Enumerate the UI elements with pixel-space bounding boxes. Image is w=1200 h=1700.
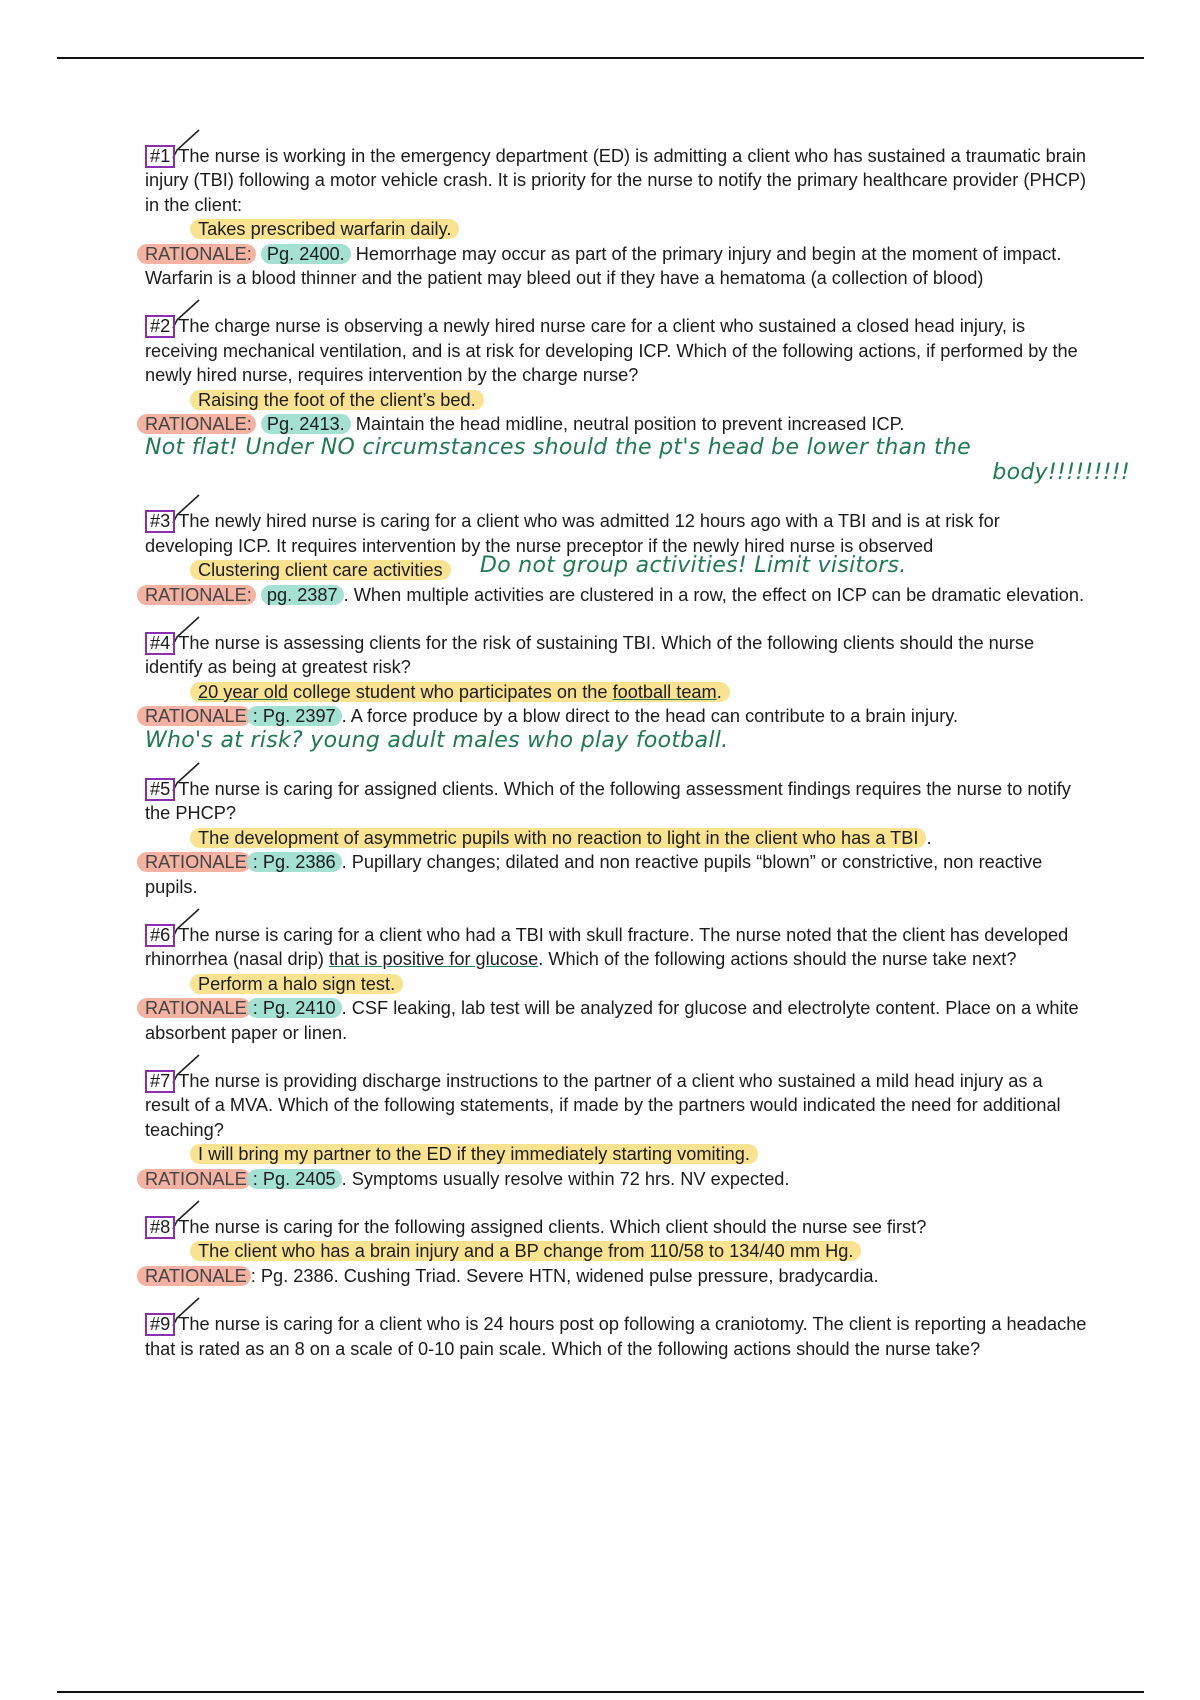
answer-highlight: The client who has a brain injury and a BP change from 110/58 to 134/40 mm Hg. [190, 1241, 861, 1261]
page-reference: Pg. 2400. [261, 244, 351, 264]
answer-text: college student who participates on the [288, 681, 613, 702]
document-body [145, 144, 1130, 1385]
question-number: #1 [145, 145, 175, 168]
question-text: The nurse is caring for the following assigned clients. Which client should the nurse see first? [178, 1217, 927, 1238]
rationale-text: Hemorrhage may occur as part of the primary injury and begin at the moment of impact. Warfarin is a blood thinner and the patient may bleed out if they have a hematoma (a collection of blood) [145, 243, 1062, 289]
answer-underline: football team [612, 681, 717, 702]
answer-tail: . [926, 827, 932, 848]
rationale-text: Maintain the head midline, neutral position to prevent increased ICP. [350, 414, 905, 435]
question-text: The nurse is working in the emergency department (ED) is admitting a client who has sustained a traumatic brain injury (TBI) following a motor vehicle crash. It is priority for the nurse to notify the primary healthcare provider (PHCP) in the client: [145, 146, 1087, 215]
page-reference: : Pg. 2410 [247, 998, 342, 1018]
answer-text: . [716, 681, 722, 702]
rationale-label: RATIONALE [137, 1169, 251, 1189]
question-number: #9 [145, 1313, 175, 1336]
answer-highlight: I will bring my partner to the ED if they immediately starting vomiting. [190, 1144, 758, 1164]
rationale-text: . Symptoms usually resolve within 72 hrs. NV expected. [341, 1168, 790, 1189]
rationale-label: RATIONALE: [137, 414, 256, 434]
question-7 [145, 1069, 1090, 1191]
question-number: #5 [145, 778, 175, 801]
question-text: The nurse is caring for a client who is 24 hours post op following a craniotomy. The client is reporting a headache that is rated as an 8 on a scale of 0-10 pain scale. Which of the following actions should the nurse take? [145, 1314, 1087, 1359]
page-reference: Pg. 2413. [261, 414, 351, 434]
rationale-label: RATIONALE [137, 998, 251, 1018]
page-reference: : Pg. 2386 [247, 852, 342, 872]
top-rule [57, 57, 1144, 59]
page-reference: : Pg. 2405 [247, 1169, 342, 1189]
page-reference: : Pg. 2397 [247, 706, 342, 726]
answer-highlight: Clustering client care activities [190, 560, 451, 580]
question-number: #3 [145, 510, 175, 533]
question-4 [145, 631, 1090, 753]
question-6 [145, 923, 1090, 1045]
question-text: The nurse is caring for a client who had a TBI with skull fracture. The nurse noted that the client has developed rhinorrhea (nasal drip) [145, 924, 1069, 970]
rationale-text: . A force produce by a blow direct to the head can contribute to a brain injury. [341, 706, 959, 727]
rationale-label: RATIONALE: [137, 585, 256, 605]
question-5 [145, 777, 1090, 899]
rationale-text: . Pupillary changes; dilated and non reactive pupils “blown” or constrictive, non reactive pupils. [145, 852, 1043, 897]
answer-highlight: Takes prescribed warfarin daily. [190, 219, 459, 239]
question-3 [145, 509, 1090, 607]
question-text: The charge nurse is observing a newly hired nurse care for a client who sustained a closed head injury, is receiving mechanical ventilation, and is at risk for developing ICP. Which of the following actions, if performed by the newly hired nurse, requires intervention by the charge nurse? [145, 316, 1078, 386]
question-number: #8 [145, 1216, 175, 1239]
handwritten-note: Do not group activities! Limit visitors. [480, 553, 907, 579]
handwritten-note: Not flat! Under NO circumstances should the pt's head be lower than the [145, 435, 971, 461]
question-2 [145, 314, 1130, 485]
question-text: The nurse is providing discharge instructions to the partner of a client who sustained a mild head injury as a result of a MVA. Which of the following statements, if made by the partners would indicated the need for additional teaching? [145, 1071, 1061, 1140]
rationale-label: RATIONALE [137, 706, 251, 726]
question-9 [145, 1312, 1090, 1361]
rationale-label: RATIONALE [137, 852, 251, 872]
answer-underline: 20 year old [198, 681, 288, 702]
question-underline: that is positive for glucose [328, 949, 539, 970]
question-1 [145, 144, 1090, 290]
handwritten-note-continued: body!!!!!!!!! [992, 459, 1130, 485]
question-number: #2 [145, 315, 175, 338]
rationale-text: . CSF leaking, lab test will be analyzed for glucose and electrolyte content. Place on a white absorbent paper or linen. [145, 998, 1079, 1043]
page-reference: pg. 2387 [261, 585, 344, 605]
question-text: The newly hired nurse is caring for a client who was admitted 12 hours ago with a TBI and is at risk for developing ICP. It requires intervention by the nurse preceptor if the newly hired nurse is observed [145, 511, 1000, 556]
rationale-label: RATIONALE: [137, 244, 256, 264]
answer-highlight: Perform a halo sign test. [190, 974, 403, 994]
question-text: The nurse is caring for assigned clients. Which of the following assessment findings requires the nurse to notify the PHCP? [145, 778, 1071, 824]
handwritten-note: Who's at risk? young adult males who play football. [145, 727, 729, 753]
question-number: #4 [145, 632, 175, 655]
rationale-text: : Pg. 2386. Cushing Triad. Severe HTN, widened pulse pressure, bradycardia. [250, 1265, 879, 1286]
rationale-text: . When multiple activities are clustered in a row, the effect on ICP can be dramatic elevation. [343, 584, 1084, 605]
question-text: The nurse is assessing clients for the risk of sustaining TBI. Which of the following clients should the nurse identify as being at greatest risk? [145, 632, 1035, 678]
rationale-label: RATIONALE [137, 1266, 251, 1286]
answer-highlight: Raising the foot of the client’s bed. [190, 390, 484, 410]
question-8 [145, 1215, 1090, 1288]
question-number: #7 [145, 1070, 175, 1093]
answer-highlight [190, 682, 730, 702]
bottom-rule [57, 1691, 1144, 1693]
question-number: #6 [145, 924, 175, 947]
question-text-continued: . Which of the following actions should the nurse take next? [538, 949, 1017, 970]
answer-highlight: The development of asymmetric pupils with no reaction to light in the client who has a TBI [190, 828, 926, 848]
